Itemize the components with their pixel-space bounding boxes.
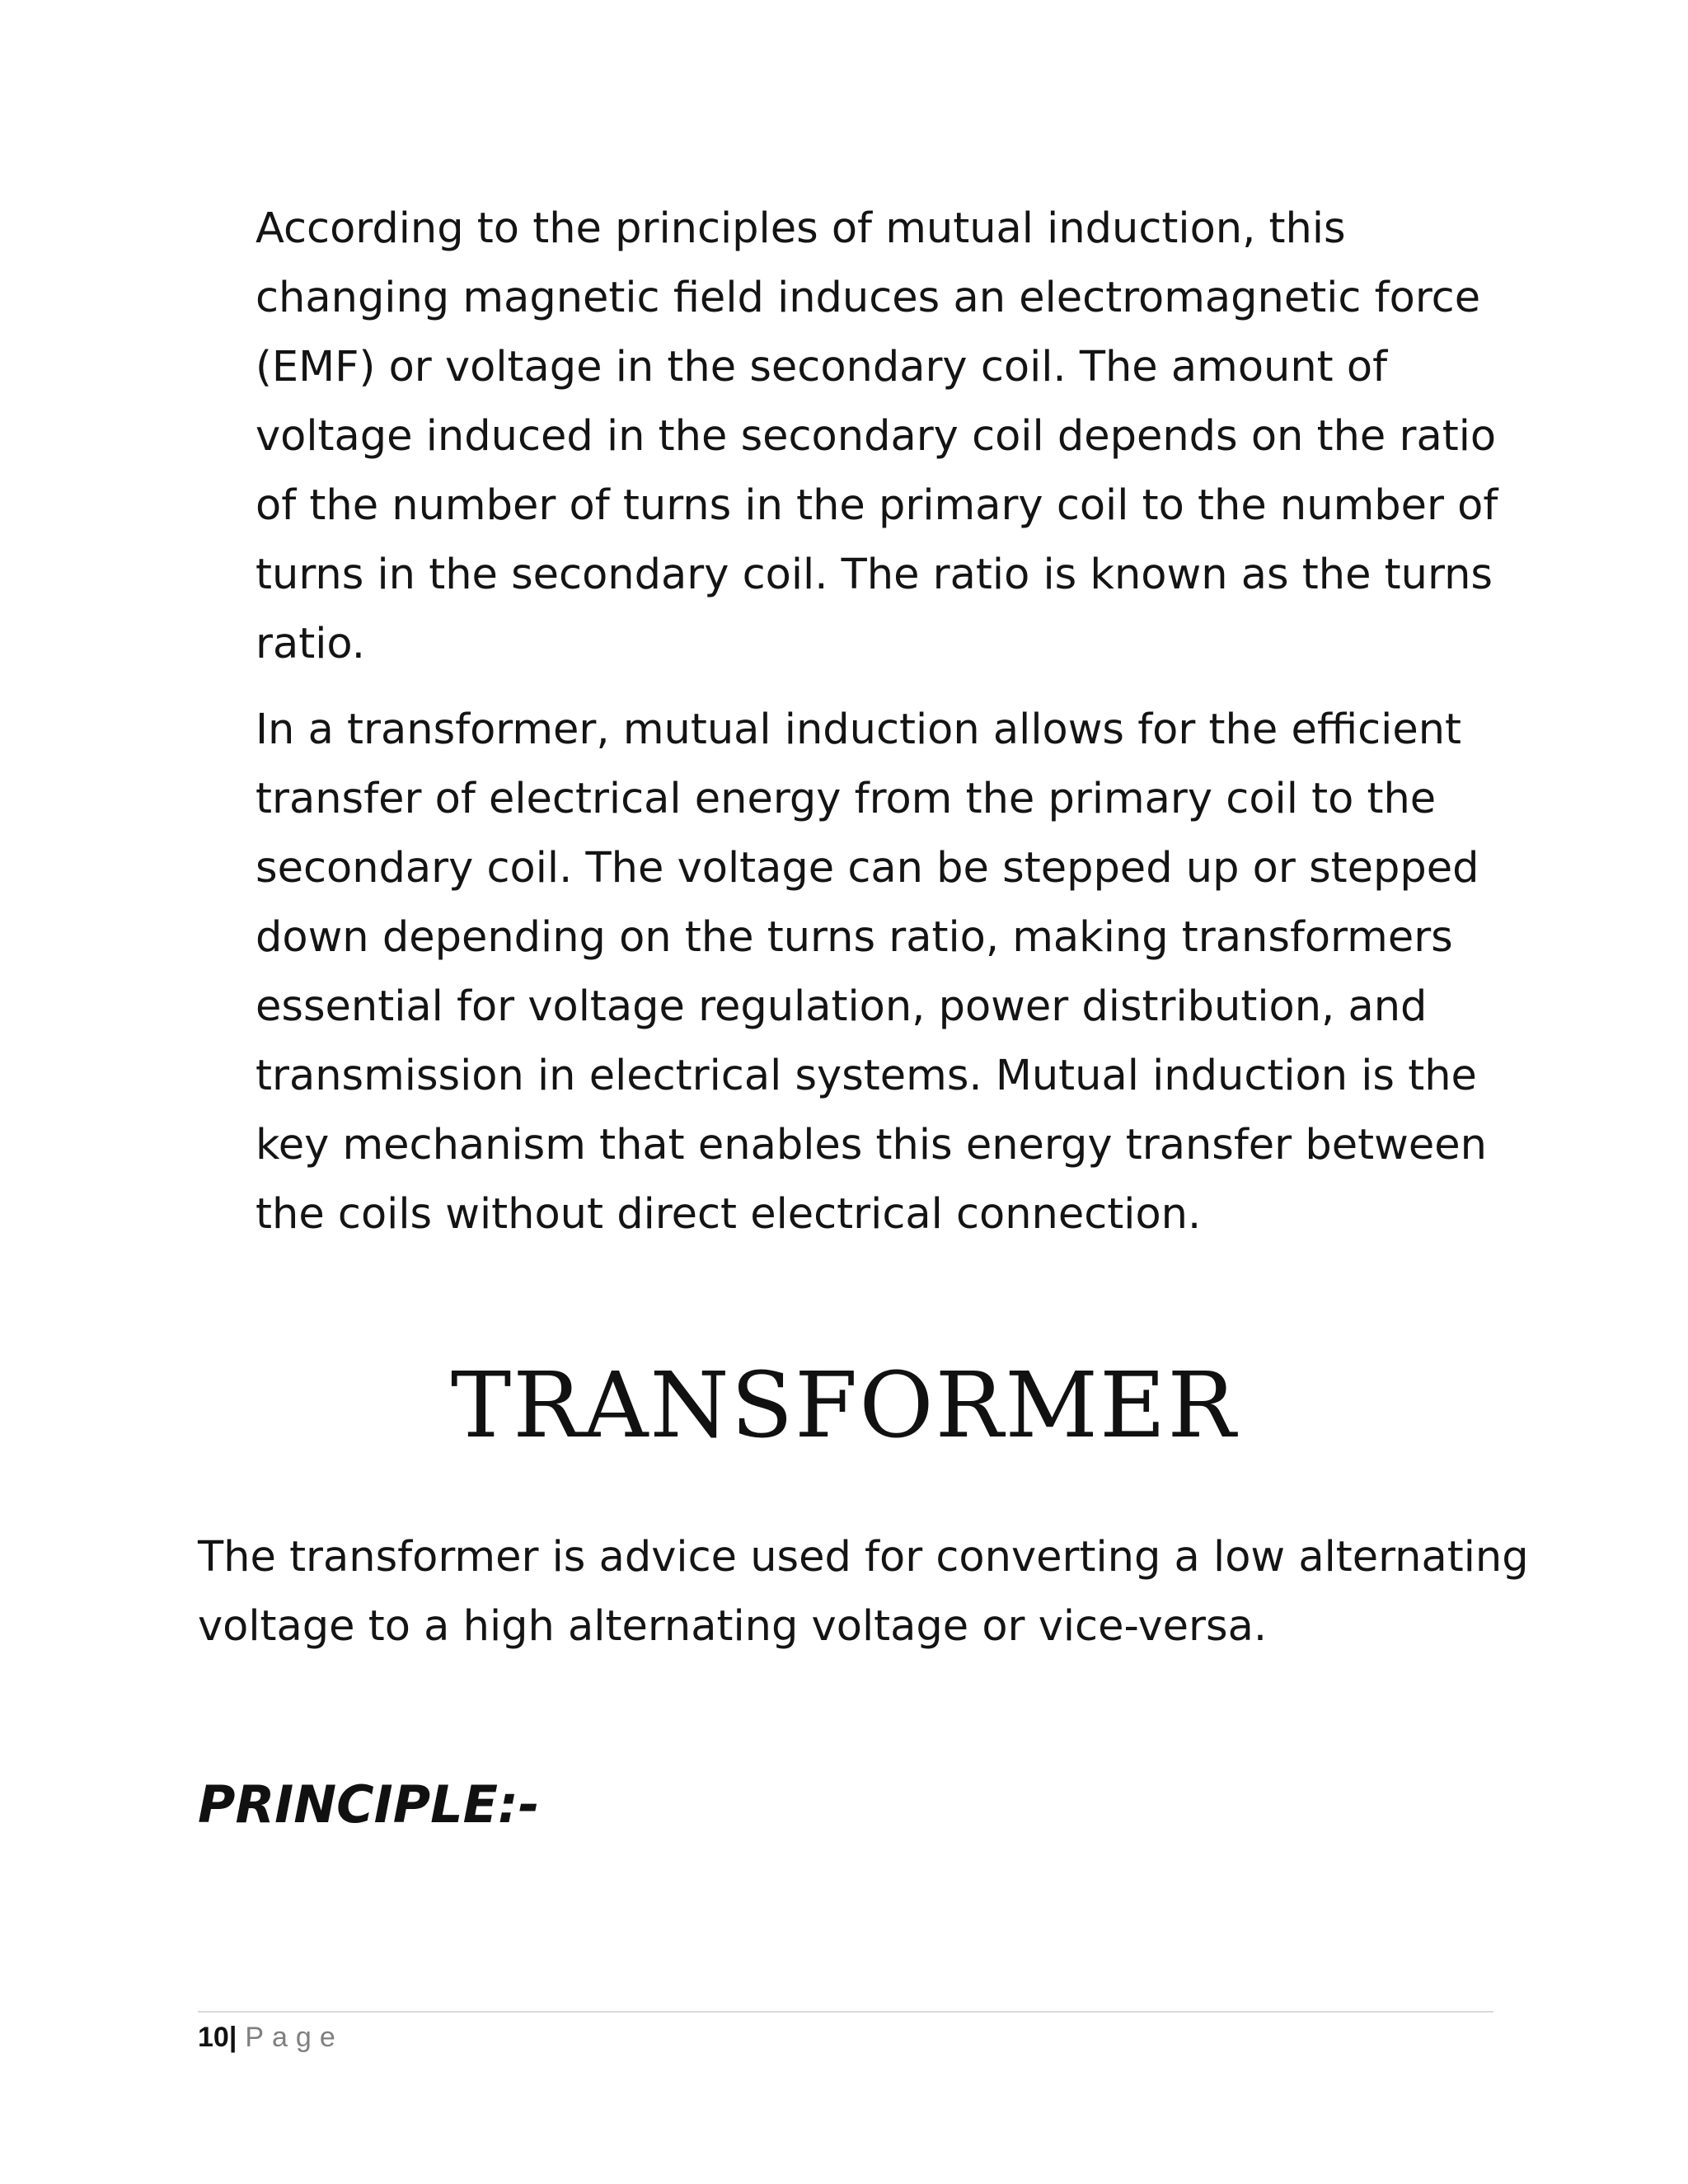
page-separator: | xyxy=(228,2022,237,2053)
paragraph-mutual-induction: According to the principles of mutual induction, this changing magnetic field induces an electromagnetic force (EMF) or voltage in the secondary coil. The amount of voltage induced in the secondary coil depends on the ratio of the number of turns in the primary coil to the number of turns in the secondary coil. The ratio is known as the turns ratio. xyxy=(256,204,1498,668)
principle-heading: PRINCIPLE:- xyxy=(198,1774,540,1835)
paragraph-transformer-efficiency: In a transformer, mutual induction allows for the efficient transfer of electrical energy from the primary coil to the secondary coil. The voltage can be stepped up or stepped down depending on the turns ratio, making transformers essential for voltage regulation, power distribution, and transmission in electrical systems. Mutual induction is the key mechanism that enables this energy transfer between the coils without direct electrical connection. xyxy=(256,705,1487,1239)
footer-divider xyxy=(198,2011,1493,2013)
section-title: TRANSFORMER xyxy=(450,1352,1238,1458)
page-label: Page xyxy=(245,2022,344,2053)
page-footer xyxy=(198,2016,344,2059)
page-number: 10 xyxy=(198,2022,229,2053)
paragraph-definition: The transformer is advice used for converting a low alternating voltage to a high alternating voltage or vice-versa. xyxy=(198,1533,1529,1651)
